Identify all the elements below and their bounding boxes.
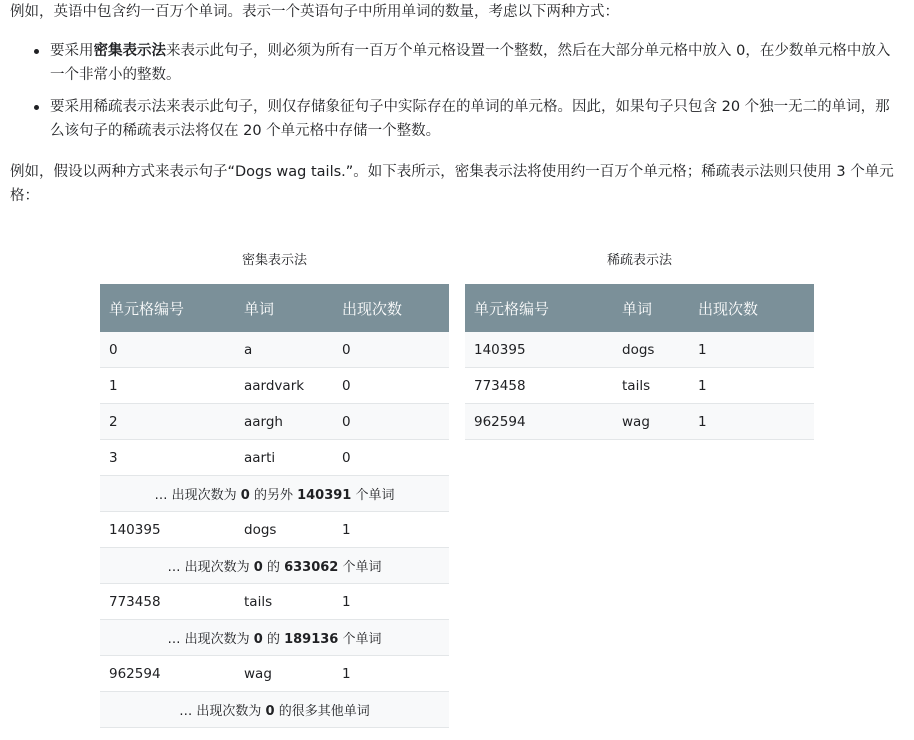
note-text: 的 bbox=[262, 632, 285, 647]
header-cell-count: 出现次数 bbox=[333, 284, 449, 332]
table-header-row bbox=[100, 284, 449, 332]
cell-word: wag bbox=[613, 404, 689, 440]
cell-word: dogs bbox=[613, 332, 689, 368]
cell-word: tails bbox=[613, 368, 689, 404]
sparse-table-caption: 稀疏表示法 bbox=[606, 253, 672, 268]
note-cell bbox=[100, 476, 449, 512]
cell-count: 1 bbox=[333, 656, 449, 692]
header-cell-index: 单元格编号 bbox=[465, 284, 613, 332]
note-text: … 出现次数为 bbox=[179, 704, 266, 719]
cell-word: aarti bbox=[235, 440, 333, 476]
cell-index: 3 bbox=[100, 440, 235, 476]
note-bold-value: 0 bbox=[240, 488, 250, 503]
cell-word: dogs bbox=[235, 512, 333, 548]
list-item-dense bbox=[10, 39, 902, 87]
cell-word: aardvark bbox=[235, 368, 333, 404]
table-row bbox=[465, 368, 814, 404]
header-cell-word: 单词 bbox=[235, 284, 333, 332]
header-cell-word: 单词 bbox=[613, 284, 689, 332]
bullet-text: 来表示此句子，则必须为所有一百万个单元格设置一个整数，然后在大部分单元格中放入 0，在少数单元格中放入一个非常小的整数。 bbox=[50, 43, 891, 83]
table-note-row bbox=[100, 476, 449, 512]
dense-table bbox=[100, 284, 449, 728]
header-cell-index: 单元格编号 bbox=[100, 284, 235, 332]
note-bold-value: 0 bbox=[253, 632, 263, 647]
cell-index: 773458 bbox=[465, 368, 613, 404]
bold-term-dense: 密集表示法 bbox=[93, 43, 166, 59]
cell-index: 962594 bbox=[100, 656, 235, 692]
note-text: 的很多其他单词 bbox=[274, 704, 370, 719]
note-bold-value: 633062 bbox=[284, 560, 339, 575]
bullet-text: 要采用 bbox=[50, 43, 94, 59]
cell-count: 1 bbox=[333, 584, 449, 620]
table-row bbox=[100, 584, 449, 620]
note-text: … 出现次数为 bbox=[154, 488, 241, 503]
note-text: 个单词 bbox=[351, 488, 395, 503]
table-row bbox=[465, 404, 814, 440]
dense-table-section bbox=[100, 250, 449, 728]
note-bold-value: 140391 bbox=[297, 488, 352, 503]
representation-list bbox=[10, 39, 902, 143]
note-text: 的另外 bbox=[249, 488, 298, 503]
table-header-row bbox=[465, 284, 814, 332]
cell-count: 1 bbox=[689, 404, 814, 440]
table-row bbox=[100, 440, 449, 476]
note-text: … 出现次数为 bbox=[167, 632, 254, 647]
cell-count: 0 bbox=[333, 332, 449, 368]
dense-table-caption: 密集表示法 bbox=[241, 253, 307, 268]
table-note-row bbox=[100, 548, 449, 584]
note-bold-value: 189136 bbox=[284, 632, 339, 647]
cell-index: 1 bbox=[100, 368, 235, 404]
note-text: 个单词 bbox=[338, 560, 382, 575]
cell-index: 773458 bbox=[100, 584, 235, 620]
note-cell bbox=[100, 692, 449, 728]
cell-count: 0 bbox=[333, 404, 449, 440]
table-row bbox=[100, 368, 449, 404]
cell-word: tails bbox=[235, 584, 333, 620]
cell-count: 1 bbox=[689, 368, 814, 404]
note-text: … 出现次数为 bbox=[167, 560, 254, 575]
table-note-row bbox=[100, 692, 449, 728]
note-text: 的 bbox=[262, 560, 285, 575]
example-paragraph: 例如，假设以两种方式来表示句子“Dogs wag tails.”。如下表所示，密集表示法将使用约一百万个单元格；稀疏表示法则只使用 3 个单元格： bbox=[10, 164, 894, 204]
table-row bbox=[100, 404, 449, 440]
cell-word: wag bbox=[235, 656, 333, 692]
cell-count: 0 bbox=[333, 440, 449, 476]
cell-index: 140395 bbox=[465, 332, 613, 368]
intro-paragraph: 例如，英语中包含约一百万个单词。表示一个英语句子中所用单词的数量，考虑以下两种方式： bbox=[10, 4, 619, 20]
note-text: 个单词 bbox=[338, 632, 382, 647]
sparse-table bbox=[465, 284, 814, 440]
cell-count: 1 bbox=[689, 332, 814, 368]
note-bold-value: 0 bbox=[265, 704, 275, 719]
cell-count: 1 bbox=[333, 512, 449, 548]
cell-index: 140395 bbox=[100, 512, 235, 548]
cell-count: 0 bbox=[333, 368, 449, 404]
cell-index: 962594 bbox=[465, 404, 613, 440]
table-row bbox=[465, 332, 814, 368]
table-row bbox=[100, 512, 449, 548]
cell-index: 0 bbox=[100, 332, 235, 368]
note-cell bbox=[100, 620, 449, 656]
cell-index: 2 bbox=[100, 404, 235, 440]
table-note-row bbox=[100, 620, 449, 656]
list-item-sparse bbox=[10, 95, 902, 143]
note-cell bbox=[100, 548, 449, 584]
table-row bbox=[100, 332, 449, 368]
bullet-text: 要采用稀疏表示法来表示此句子，则仅存储象征句子中实际存在的单词的单元格。因此，如果句子只包含 20 个独一无二的单词，那么该句子的稀疏表示法将仅在 20 个单元格中存储一个整数。 bbox=[50, 99, 890, 139]
table-row bbox=[100, 656, 449, 692]
note-bold-value: 0 bbox=[253, 560, 263, 575]
cell-word: aargh bbox=[235, 404, 333, 440]
sparse-table-section bbox=[465, 250, 814, 440]
cell-word: a bbox=[235, 332, 333, 368]
header-cell-count: 出现次数 bbox=[689, 284, 814, 332]
